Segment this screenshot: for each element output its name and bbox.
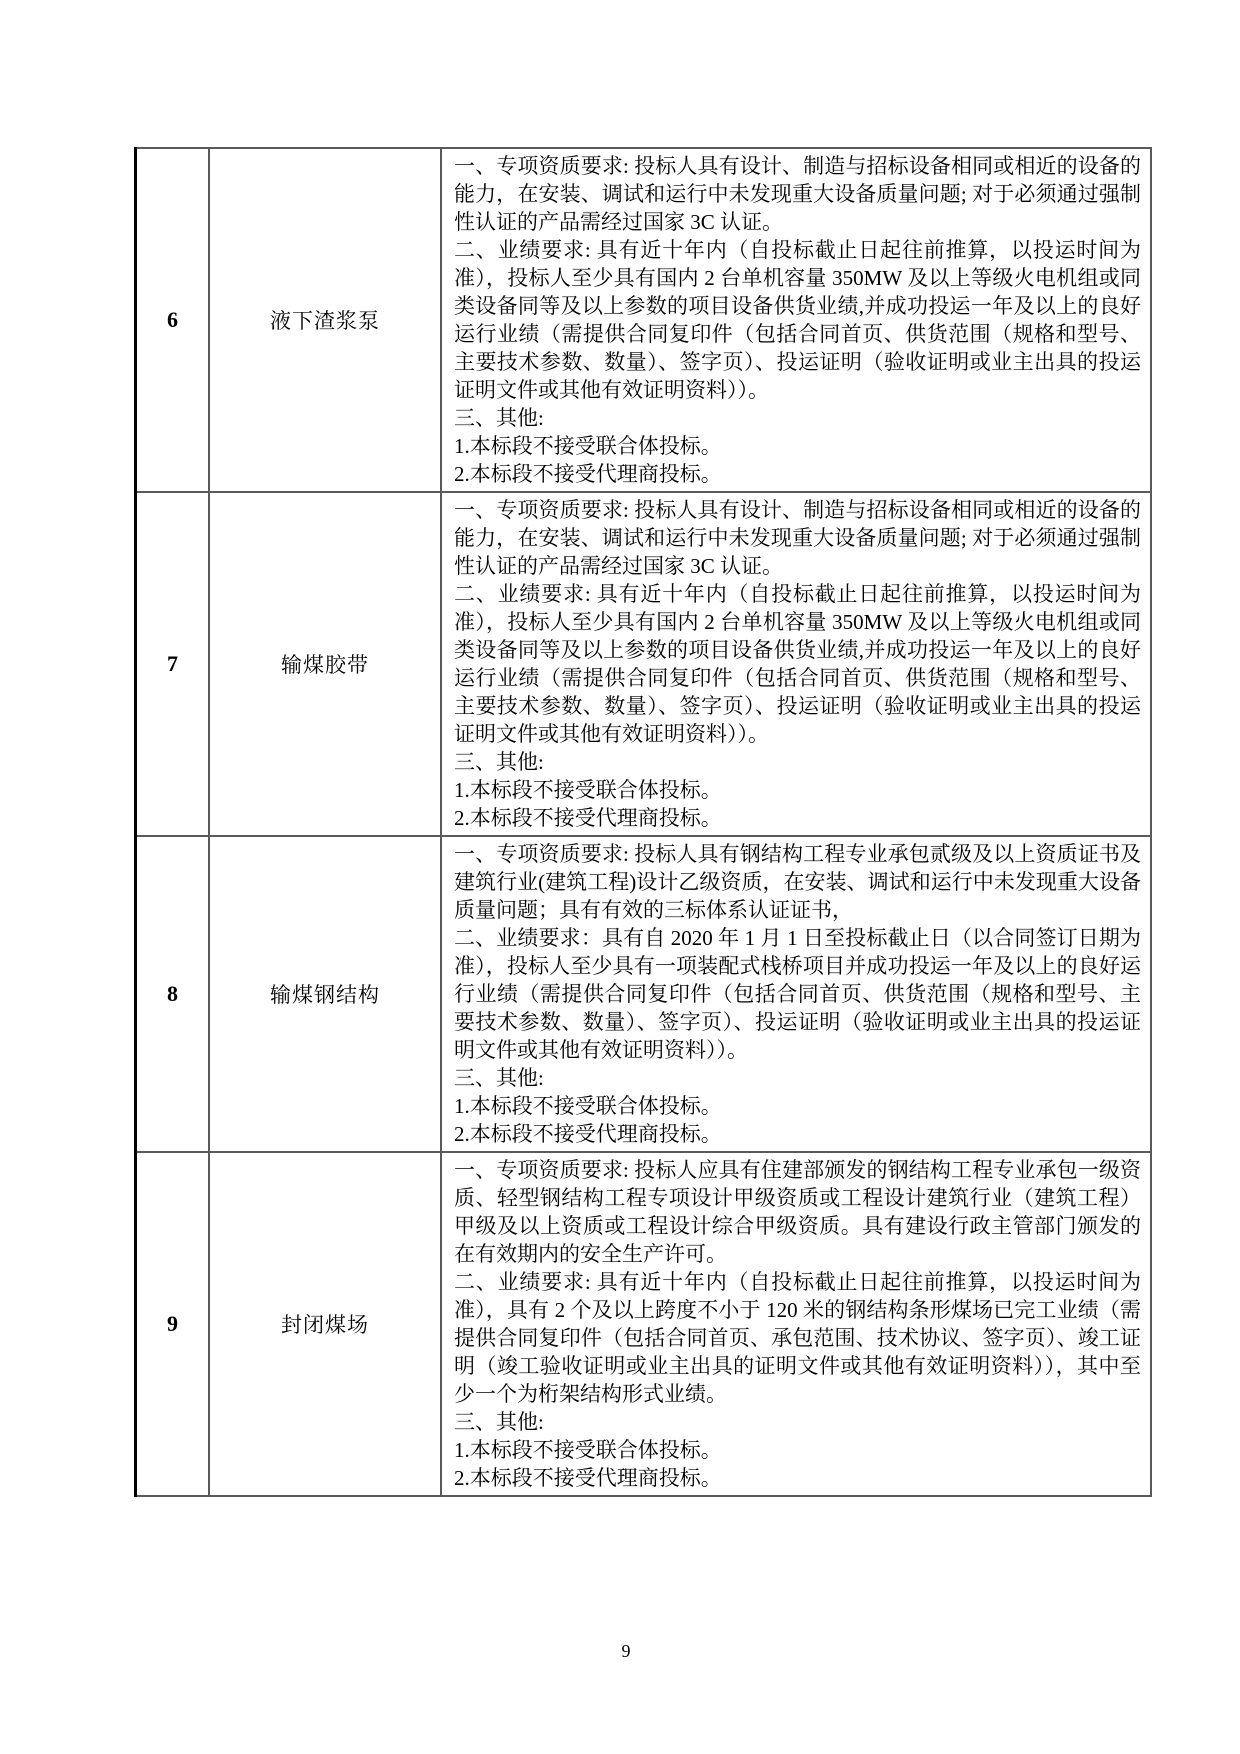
requirement-paragraph: 三、其他: xyxy=(454,1066,544,1090)
requirements-cell xyxy=(441,1152,1151,1496)
item-name-cell xyxy=(209,148,441,492)
requirement-paragraph: 一、专项资质要求: 投标人具有设计、制造与招标设备相同或相近的设备的能力，在安装、调试和运行中未发现重大设备质量问题; 对于必须通过强制性认证的产品需经过国家 3C 认证。 xyxy=(454,154,1141,234)
requirement-paragraph: 2.本标段不接受代理商投标。 xyxy=(454,1122,722,1146)
item-name: 封闭煤场 xyxy=(281,1313,369,1337)
row-number: 6 xyxy=(167,307,178,332)
requirement-paragraph: 三、其他: xyxy=(454,406,544,430)
row-number-cell xyxy=(136,492,210,836)
requirement-paragraph: 一、专项资质要求: 投标人应具有住建部颁发的钢结构工程专业承包一级资质、轻型钢结构工程专项设计甲级资质或工程设计建筑行业（建筑工程）甲级及以上资质或工程设计综合甲级资质。具有建设行政主管部门颁发的在有效期内的安全生产许可。 xyxy=(454,1158,1141,1266)
requirement-paragraph: 二、业绩要求: 具有近十年内（自投标截止日起往前推算，以投运时间为准），具有 2 个及以上跨度不小于 120 米的钢结构条形煤场已完工业绩（需提供合同复印件（包括合同首页、承包范围、技术协议、签字页）、竣工证明（竣工验收证明或业主出具的证明文件或其他有效证明资料）），其中至少一个为桁架结构形式业绩。 xyxy=(454,1270,1141,1406)
page-number: 9 xyxy=(621,1641,631,1661)
requirement-paragraph: 一、专项资质要求: 投标人具有钢结构工程专业承包贰级及以上资质证书及建筑行业(建筑工程)设计乙级资质，在安装、调试和运行中未发现重大设备质量问题；具有有效的三标体系认证证书， xyxy=(454,842,1141,922)
item-name-cell xyxy=(209,1152,441,1496)
requirements-cell xyxy=(441,836,1151,1152)
item-name: 输煤钢结构 xyxy=(270,983,380,1007)
requirement-paragraph: 2.本标段不接受代理商投标。 xyxy=(454,1466,722,1490)
row-number: 9 xyxy=(167,1311,178,1336)
table-row xyxy=(136,836,1152,1152)
requirement-paragraph: 2.本标段不接受代理商投标。 xyxy=(454,806,722,830)
requirement-paragraph: 1.本标段不接受联合体投标。 xyxy=(454,1094,722,1118)
requirement-paragraph: 二、业绩要求：具有自 2020 年 1 月 1 日至投标截止日（以合同签订日期为准），投标人至少具有一项装配式栈桥项目并成功投运一年及以上的良好运行业绩（需提供合同复印件（包括合同首页、供货范围（规格和型号、主要技术参数、数量）、签字页）、投运证明（验收证明或业主出具的投运证明文件或其他有效证明资料））。 xyxy=(454,926,1141,1062)
requirement-paragraph: 三、其他: xyxy=(454,750,544,774)
row-number: 7 xyxy=(167,651,178,676)
qualification-requirements-table xyxy=(134,147,1152,1497)
item-name-cell xyxy=(209,492,441,836)
row-number-cell xyxy=(136,1152,210,1496)
requirement-paragraph: 三、其他: xyxy=(454,1410,544,1434)
item-name: 输煤胶带 xyxy=(281,653,369,677)
requirement-paragraph: 1.本标段不接受联合体投标。 xyxy=(454,1438,722,1462)
row-number: 8 xyxy=(167,981,178,1006)
requirements-cell xyxy=(441,148,1151,492)
requirement-paragraph: 2.本标段不接受代理商投标。 xyxy=(454,462,722,486)
item-name-cell xyxy=(209,836,441,1152)
requirements-cell xyxy=(441,492,1151,836)
requirement-paragraph: 1.本标段不接受联合体投标。 xyxy=(454,434,722,458)
requirement-paragraph: 1.本标段不接受联合体投标。 xyxy=(454,778,722,802)
row-number-cell xyxy=(136,836,210,1152)
item-name: 液下渣浆泵 xyxy=(270,309,380,333)
requirement-paragraph: 二、业绩要求: 具有近十年内（自投标截止日起往前推算，以投运时间为准），投标人至少具有国内 2 台单机容量 350MW 及以上等级火电机组或同类设备同等及以上参数的项目设备供货业绩,并成功投运一年及以上的良好运行业绩（需提供合同复印件（包括合同首页、供货范围（规格和型号、主要技术参数、数量）、签字页）、投运证明（验收证明或业主出具的投运证明文件或其他有效证明资料））。 xyxy=(454,582,1141,746)
requirement-paragraph: 一、专项资质要求: 投标人具有设计、制造与招标设备相同或相近的设备的能力，在安装、调试和运行中未发现重大设备质量问题; 对于必须通过强制性认证的产品需经过国家 3C 认证。 xyxy=(454,498,1141,578)
table-row xyxy=(136,1152,1152,1496)
table-row xyxy=(136,148,1152,492)
table-row xyxy=(136,492,1152,836)
requirement-paragraph: 二、业绩要求: 具有近十年内（自投标截止日起往前推算，以投运时间为准），投标人至少具有国内 2 台单机容量 350MW 及以上等级火电机组或同类设备同等及以上参数的项目设备供货业绩,并成功投运一年及以上的良好运行业绩（需提供合同复印件（包括合同首页、供货范围（规格和型号、主要技术参数、数量）、签字页）、投运证明（验收证明或业主出具的投运证明文件或其他有效证明资料））。 xyxy=(454,238,1141,402)
row-number-cell xyxy=(136,148,210,492)
